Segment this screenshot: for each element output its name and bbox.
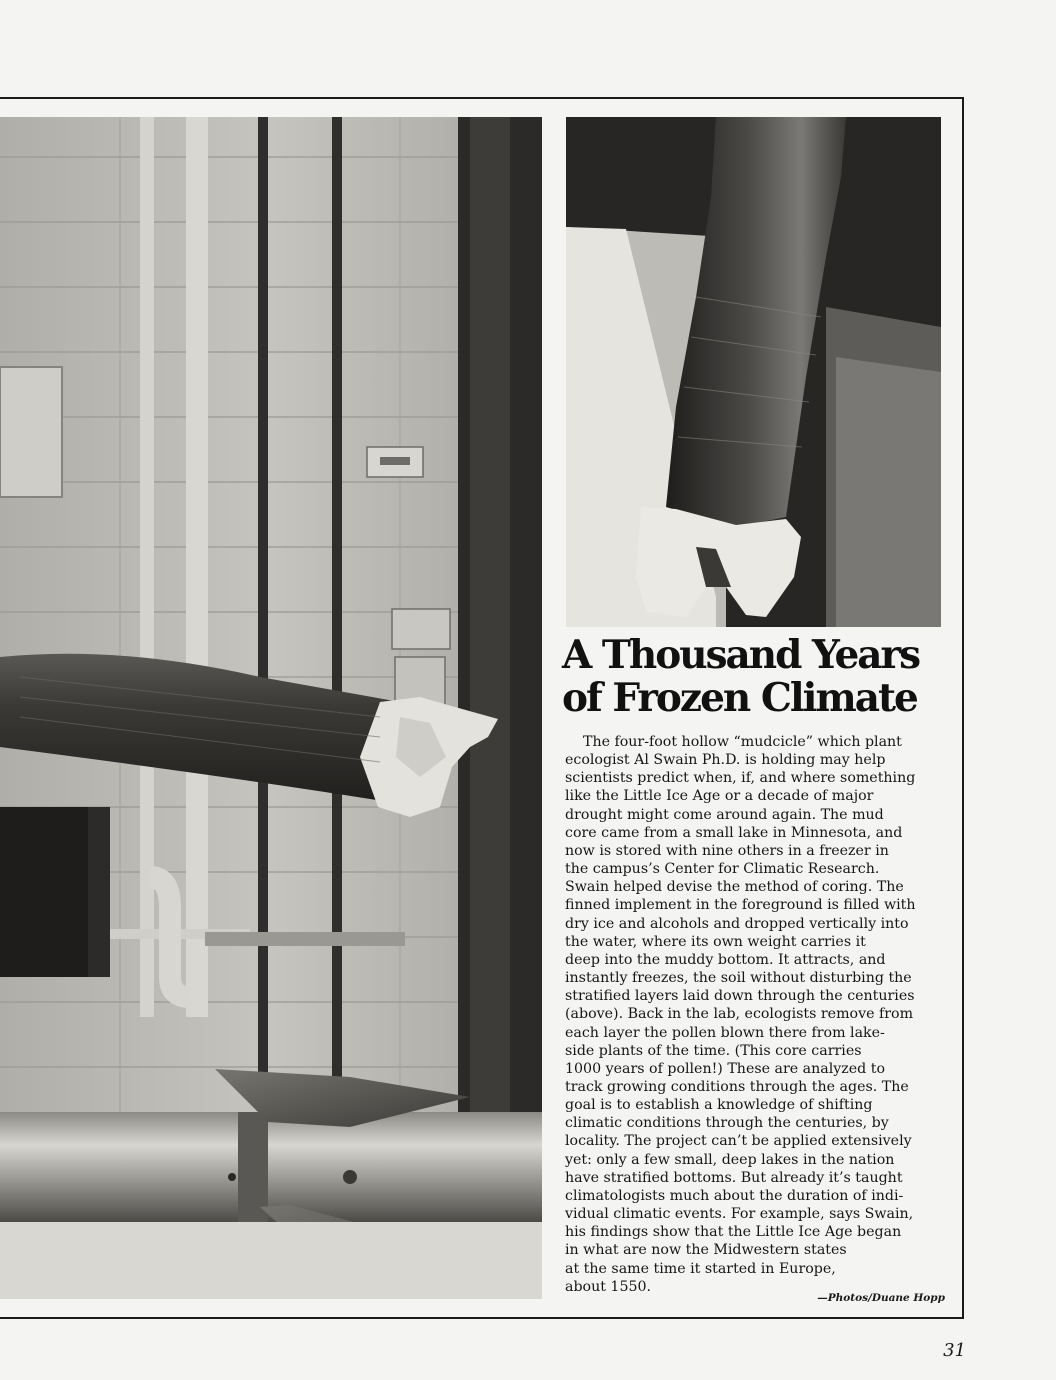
page-number: 31 [943, 1340, 966, 1361]
body-line: The four-foot hollow “mudcicle” which plant [583, 734, 902, 750]
body-line: dry ice and alcohols and dropped vertically into [565, 915, 909, 932]
photo-mudcicle-and-coring-device [0, 117, 542, 1299]
body-line: core came from a small lake in Minnesota, and [565, 824, 903, 841]
top-rule [0, 97, 963, 99]
body-line: climatologists much about the duration of indi- [565, 1187, 904, 1204]
article-body [565, 733, 945, 1296]
body-line: ecologist Al Swain Ph.D. is holding may help [565, 752, 886, 769]
body-line: (above). Back in the lab, ecologists remove from [565, 1006, 914, 1023]
article-headline [562, 634, 952, 720]
body-line: yet: only a few small, deep lakes in the nation [565, 1151, 895, 1168]
body-line: his findings show that the Little Ice Age began [565, 1224, 902, 1241]
body-line: about 1550. [565, 1278, 652, 1295]
body-line: deep into the muddy bottom. It attracts, and [565, 951, 886, 968]
body-line: in what are now the Midwestern states [565, 1242, 847, 1259]
body-line: side plants of the time. (This core carries [565, 1042, 862, 1059]
body-line: like the Little Ice Age or a decade of major [565, 788, 874, 805]
body-line: the campus’s Center for Climatic Research. [565, 861, 880, 878]
bottom-rule [0, 1317, 963, 1319]
body-line: climatic conditions through the centuries, by [565, 1115, 889, 1132]
body-line: stratified layers laid down through the centuries [565, 988, 915, 1005]
right-rule [962, 97, 964, 1319]
body-line: goal is to establish a knowledge of shifting [565, 1097, 873, 1114]
body-line: locality. The project can’t be applied extensively [565, 1133, 912, 1150]
body-line: finned implement in the foreground is filled with [565, 897, 916, 914]
body-line: the water, where its own weight carries it [565, 933, 866, 950]
headline-line-1: A Thousand Years [562, 632, 920, 678]
body-line: drought might come around again. The mud [565, 806, 884, 823]
body-line: now is stored with nine others in a freezer in [565, 842, 889, 859]
headline-line-2: of Frozen Climate [562, 675, 917, 721]
body-line: at the same time it started in Europe, [565, 1260, 836, 1277]
photo-mud-core-closeup [566, 117, 941, 627]
body-line: 1000 years of pollen!) These are analyzed to [565, 1060, 885, 1077]
body-line: vidual climatic events. For example, says Swain, [565, 1206, 914, 1223]
body-line: scientists predict when, if, and where something [565, 770, 916, 787]
body-line: have stratified bottoms. But already it’s taught [565, 1169, 903, 1186]
body-line: track growing conditions through the ages. The [565, 1078, 909, 1095]
body-line: instantly freezes, the soil without disturbing the [565, 970, 912, 987]
photo-credit: —Photos/Duane Hopp [817, 1292, 945, 1304]
body-line: Swain helped devise the method of coring. The [565, 879, 904, 896]
body-line: each layer the pollen blown there from lake- [565, 1024, 885, 1041]
